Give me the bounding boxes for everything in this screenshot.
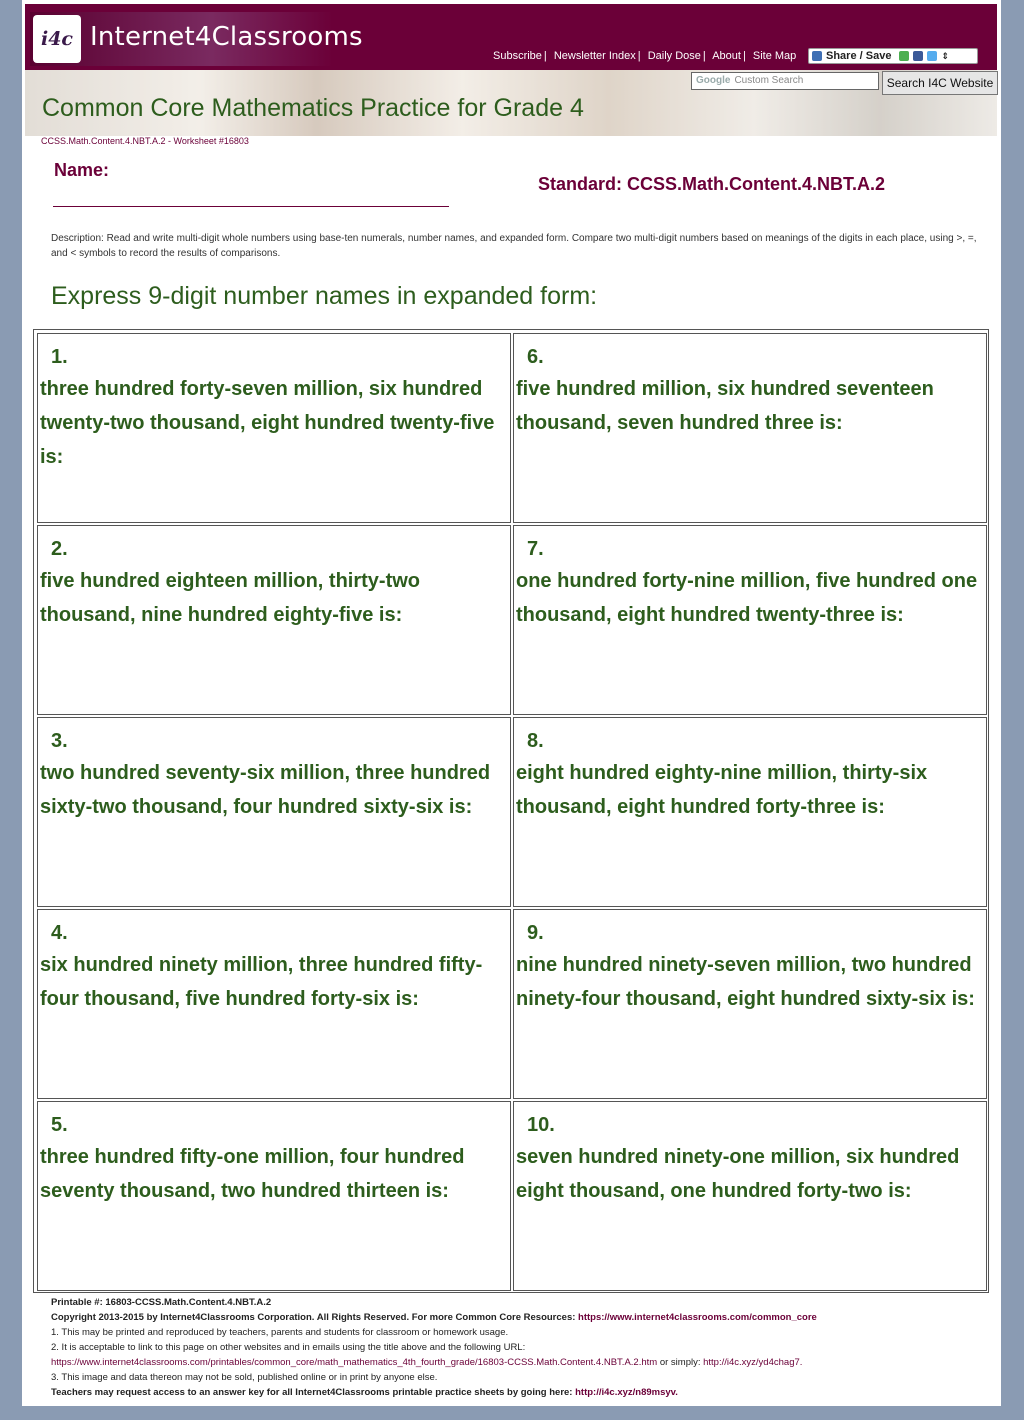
name-blank-line [53, 206, 449, 207]
section-heading: Express 9-digit number names in expanded form: [51, 282, 598, 310]
or-simply-text: or simply: [659, 1357, 701, 1368]
question-cell [37, 909, 511, 1099]
answer-key-text: Teachers may request access to an answer key for all Internet4Classrooms printable practice sheets by going here: [51, 1387, 573, 1398]
question-number: 2. [51, 538, 68, 560]
i4c-logo-icon [33, 15, 81, 63]
standard-label: Standard: CCSS.Math.Content.4.NBT.A.2 [538, 174, 886, 194]
question-cell [37, 333, 511, 523]
share-save-button[interactable] [808, 48, 978, 64]
nav-separator: | [742, 50, 746, 62]
answer-key-link[interactable]: http://i4c.xyz/n89msyv. [575, 1387, 678, 1398]
question-text: eight hundred eighty-nine million, thirty-six thousand, eight hundred forty-three is: [516, 762, 928, 818]
top-navigation [493, 50, 796, 62]
description-text: Description: Read and write multi-digit whole numbers using base-ten numerals, number names, and expanded form. Compare two multi-digit numbers based on meanings of the digits in each place, using >, =, and < symbols to record the results of comparisons. [51, 233, 977, 259]
nav-separator: | [543, 50, 547, 62]
question-number: 3. [51, 730, 68, 752]
page-title: Common Core Mathematics Practice for Grade 4 [42, 94, 584, 122]
search-input[interactable] [691, 72, 879, 90]
question-cell [513, 525, 987, 715]
site-header [25, 4, 997, 70]
question-cell [37, 1101, 511, 1291]
short-url-link[interactable]: http://i4c.xyz/yd4chag7. [703, 1357, 803, 1368]
question-number: 7. [527, 538, 544, 560]
usage-note-3: 3. This image and data thereon may not be sold, published online or in print by anyone else. [51, 1372, 438, 1383]
worksheet-url-link[interactable]: https://www.internet4classrooms.com/printables/common_core/math_mathematics_4th_fourth_grade/16803-CCSS.Math.Content.4.NBT.A.2.htm [51, 1357, 658, 1368]
question-number: 5. [51, 1114, 68, 1136]
nav-newsletter-index[interactable]: Newsletter Index [553, 50, 636, 62]
copyright-text: Copyright 2013-2015 by Internet4Classrooms Corporation. All Rights Reserved. For more Common Core Resources: [51, 1312, 576, 1323]
copyright-line [51, 1310, 991, 1325]
question-number: 8. [527, 730, 544, 752]
site-name: Internet4Classrooms [90, 22, 363, 52]
answer-key-line [51, 1385, 991, 1400]
share-label: Share / Save [826, 50, 892, 62]
page-footer [51, 1295, 991, 1400]
facebook-icon [913, 51, 923, 61]
chevron-updown-icon: ⇕ [941, 50, 949, 61]
name-label: Name: [54, 160, 110, 180]
question-grid [33, 329, 989, 1293]
site-logo[interactable] [30, 12, 363, 66]
question-text: two hundred seventy-six million, three hundred sixty-two thousand, four hundred sixty-six is: [40, 762, 491, 818]
question-text: one hundred forty-nine million, five hundred one thousand, eight hundred twenty-three is: [516, 570, 978, 626]
question-number: 10. [527, 1114, 555, 1136]
question-number: 4. [51, 922, 68, 944]
google-brand-label: Google [696, 75, 731, 86]
question-cell [513, 1101, 987, 1291]
question-cell [513, 909, 987, 1099]
question-text: seven hundred ninety-one million, six hundred eight thousand, one hundred forty-two is: [516, 1146, 960, 1202]
question-text: nine hundred ninety-seven million, two hundred ninety-four thousand, eight hundred sixty-six is: [516, 954, 975, 1010]
question-text: six hundred ninety million, three hundred fifty-four thousand, five hundred forty-six is: [40, 954, 483, 1010]
breadcrumb: CCSS.Math.Content.4.NBT.A.2 - Worksheet #16803 [41, 136, 249, 146]
common-core-link[interactable]: https://www.internet4classrooms.com/common_core [578, 1312, 817, 1323]
question-number: 9. [527, 922, 544, 944]
email-share-icon [899, 51, 909, 61]
usage-note-1: 1. This may be printed and reproduced by teachers, parents and students for classroom or homework usage. [51, 1327, 509, 1338]
header-photo-banner [25, 70, 997, 136]
logo-badge-text: i4c [40, 28, 73, 50]
question-cell [513, 717, 987, 907]
question-cell [37, 717, 511, 907]
nav-daily-dose[interactable]: Daily Dose [647, 50, 701, 62]
question-cell [37, 525, 511, 715]
question-text: five hundred eighteen million, thirty-two thousand, nine hundred eighty-five is: [40, 570, 421, 626]
twitter-icon [927, 51, 937, 61]
search-placeholder: Custom Search [734, 75, 804, 86]
nav-site-map[interactable]: Site Map [752, 50, 797, 62]
nav-separator: | [702, 50, 706, 62]
usage-note-2: 2. It is acceptable to link to this page on other websites and in emails using the title above and the following URL: [51, 1342, 526, 1353]
question-cell [513, 333, 987, 523]
question-text: three hundred forty-seven million, six hundred twenty-two thousand, eight hundred twenty-five is: [40, 378, 495, 468]
worksheet-page [22, 0, 1001, 1406]
search-button[interactable]: Search I4C Website [882, 71, 998, 95]
question-text: five hundred million, six hundred seventeen thousand, seven hundred three is: [516, 378, 934, 434]
nav-about[interactable]: About [712, 50, 741, 62]
usage-note-2-urls [51, 1355, 991, 1370]
nav-separator: | [637, 50, 641, 62]
printable-number: Printable #: 16803-CCSS.Math.Content.4.NBT.A.2 [51, 1297, 272, 1308]
question-number: 6. [527, 346, 544, 368]
question-text: three hundred fifty-one million, four hundred seventy thousand, two hundred thirteen is: [40, 1146, 465, 1202]
question-number: 1. [51, 346, 68, 368]
share-plus-icon [812, 51, 822, 61]
nav-subscribe[interactable]: Subscribe [493, 50, 542, 62]
